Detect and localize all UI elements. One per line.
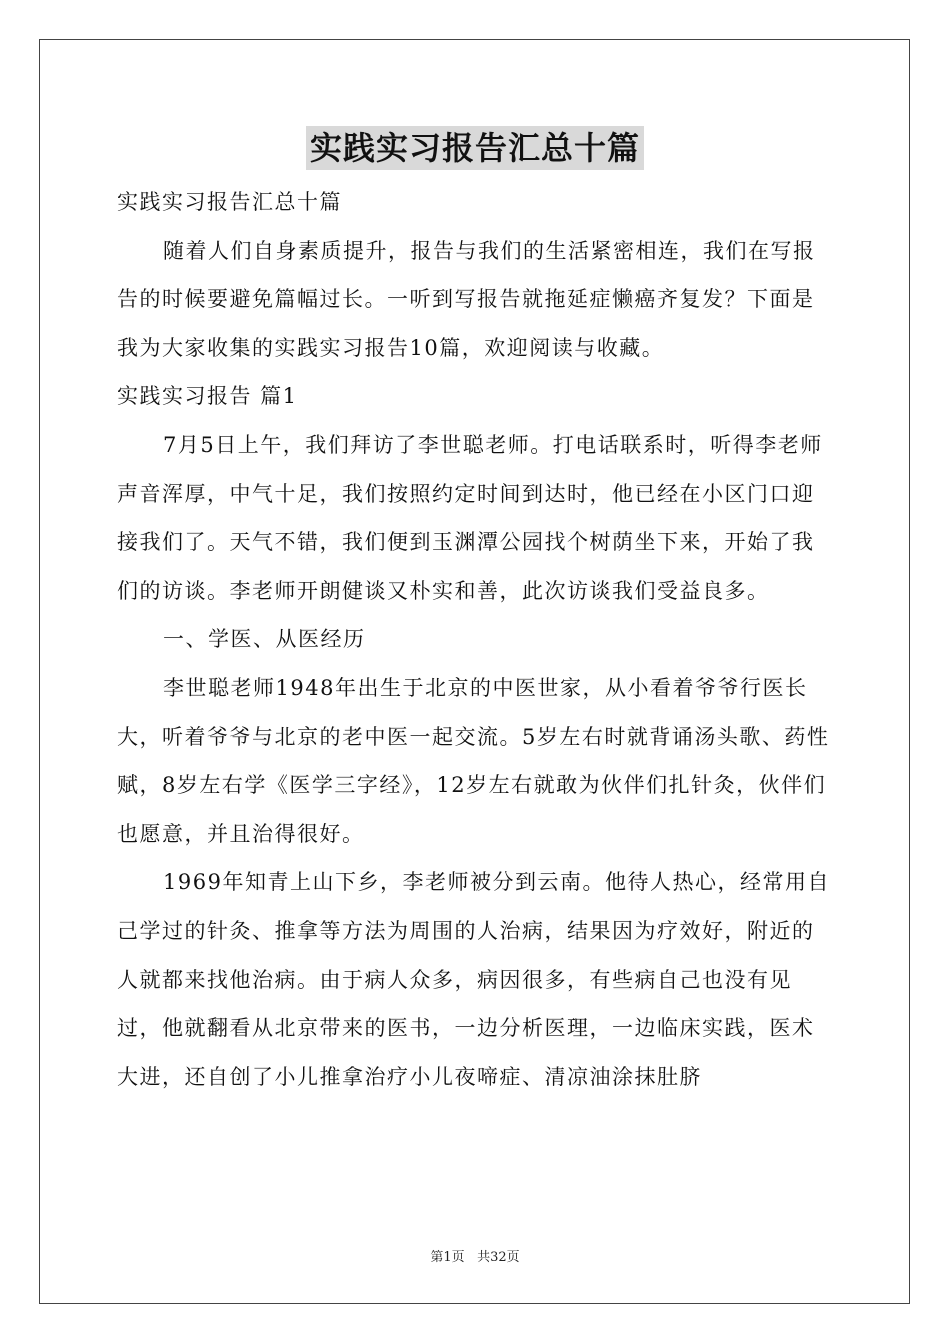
total-pages: 共32页 [477, 1250, 520, 1265]
paragraph: 1969年知青上山下乡，李老师被分到云南。他待人热心，经常用自己学过的针灸、推拿等方法为周围的人治病，结果因为疗效好，附近的人就都来找他治病。由于病人众多，病因很多，有些病自己也没有见过，他就翻看从北京带来的医书，一边分析医理，一边临床实践，医术大进，还自创了小儿推拿治疗小儿夜啼症、清凉油涂抹肚脐 [117, 870, 830, 1089]
paragraph: 随着人们自身素质提升，报告与我们的生活紧密相连，我们在写报告的时候要避免篇幅过长。一听到写报告就拖延症懒癌齐复发？下面是我为大家收集的实践实习报告10篇，欢迎阅读与收藏。 [117, 238, 816, 360]
document-title-block [0, 126, 950, 170]
document-body [117, 178, 835, 1101]
page-number: 第1页 [430, 1250, 465, 1265]
paragraph: 李世聪老师1948年出生于北京的中医世家，从小看着爷爷行医长大，听着爷爷与北京的老中医一起交流。5岁左右时就背诵汤头歌、药性赋，8岁左右学《医学三字经》，12岁左右就敢为伙伴们扎针灸，伙伴们也愿意，并且治得很好。 [117, 675, 830, 846]
section-heading: 实践实习报告 篇1 [117, 384, 298, 409]
page-footer [0, 1246, 950, 1265]
document-title: 实践实习报告汇总十篇 [306, 126, 644, 170]
paragraph: 实践实习报告汇总十篇 [117, 190, 342, 214]
subsection-heading: 一、学医、从医经历 [163, 627, 366, 652]
paragraph: 7月5日上午，我们拜访了李世聪老师。打电话联系时，听得李老师声音浑厚，中气十足，我们按照约定时间到达时，他已经在小区门口迎接我们了。天气不错，我们便到玉渊潭公园找个树荫坐下来，开始了我们的访谈。李老师开朗健谈又朴实和善，此次访谈我们受益良多。 [117, 432, 823, 603]
